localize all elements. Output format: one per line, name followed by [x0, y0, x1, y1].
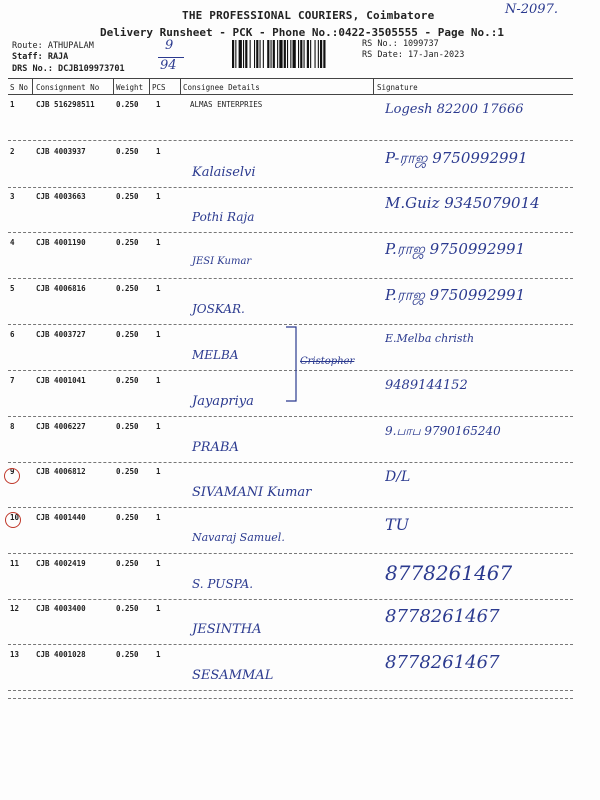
corner-handwritten-note: N-2097.: [505, 2, 558, 17]
row-consignee-handwritten: PRABA: [192, 440, 239, 455]
row-sno: 9: [10, 467, 15, 476]
row-sno: 4: [10, 238, 15, 247]
row-weight: 0.250: [116, 238, 139, 247]
row-pcs: 1: [156, 330, 161, 339]
column-divider: [32, 78, 33, 94]
row-sno: 2: [10, 147, 15, 156]
row-pcs: 1: [156, 513, 161, 522]
row-pcs: 1: [156, 192, 161, 201]
row-weight: 0.250: [116, 284, 139, 293]
staff-label: Staff: RAJA: [12, 52, 69, 62]
row-divider: [8, 278, 573, 279]
rs-date: RS Date: 17-Jan-2023: [362, 50, 465, 60]
row-signature: E.Melba christh: [385, 332, 475, 345]
drs-number: DRS No.: DCJB109973701: [12, 64, 125, 74]
column-header-pcs: PCS: [152, 83, 166, 92]
row-divider: [8, 644, 573, 645]
column-header-weight: Weight: [116, 83, 144, 92]
row-consignee-handwritten: JESINTHA: [192, 622, 262, 637]
row-weight: 0.250: [116, 559, 139, 568]
row-divider: [8, 507, 573, 508]
table-top-rule: [8, 78, 573, 79]
row-consignee-handwritten: JOSKAR.: [192, 302, 245, 316]
row-signature: Logesh 82200 17666: [385, 102, 524, 117]
row-signature: P.ராஜ 9750992991: [385, 240, 526, 258]
row-pcs: 1: [156, 284, 161, 293]
row-consignment-number: CJB 4001028: [36, 650, 86, 659]
row-pcs: 1: [156, 650, 161, 659]
row-pcs: 1: [156, 238, 161, 247]
column-header-sno: S No: [10, 83, 29, 92]
row-10-circle-mark: [5, 512, 21, 528]
row-signature: 8778261467: [385, 561, 513, 585]
row-pcs: 1: [156, 604, 161, 613]
row-consignment-number: CJB 4001041: [36, 376, 86, 385]
row-signature: 9489144152: [385, 378, 468, 393]
row-consignee-handwritten: SESAMMAL: [192, 668, 274, 683]
row-consignment-number: CJB 516298511: [36, 100, 95, 109]
row-sno: 10: [10, 513, 20, 522]
row-consignment-number: CJB 4003663: [36, 192, 86, 201]
row-weight: 0.250: [116, 100, 139, 109]
row-divider: [8, 690, 573, 691]
runsheet-subtitle: Delivery Runsheet - PCK - Phone No.:0422-3505555 - Page No.:1: [100, 26, 504, 39]
row-weight: 0.250: [116, 513, 139, 522]
column-header-consignment: Consignment No: [36, 83, 100, 92]
row-consignee-handwritten: Kalaiselvi: [192, 165, 256, 180]
row-consignment-number: CJB 4001190: [36, 238, 86, 247]
row-consignment-number: CJB 4003727: [36, 330, 86, 339]
row-pcs: 1: [156, 467, 161, 476]
handwritten-count-top: 9: [165, 38, 174, 53]
row-pcs: 1: [156, 422, 161, 431]
row-weight: 0.250: [116, 192, 139, 201]
row-pcs: 1: [156, 559, 161, 568]
row-consignee-handwritten: MELBA: [192, 348, 239, 362]
row-divider: [8, 416, 573, 417]
row-consignment-number: CJB 4002419: [36, 559, 86, 568]
row-pcs: 1: [156, 100, 161, 109]
row-signature: 8778261467: [385, 652, 500, 673]
row-sno: 1: [10, 100, 15, 109]
rs-number: RS No.: 1099737: [362, 39, 439, 49]
row-consignee-printed: ALMAS ENTERPRIES: [190, 100, 263, 109]
row-weight: 0.250: [116, 422, 139, 431]
row-signature: 8778261467: [385, 606, 500, 627]
row-weight: 0.250: [116, 147, 139, 156]
table-header-rule: [8, 94, 573, 95]
row-consignee-handwritten: SIVAMANI Kumar: [192, 485, 312, 500]
row-consignee-handwritten: Pothi Raja: [192, 210, 255, 224]
row-consignment-number: CJB 4006227: [36, 422, 86, 431]
handwritten-count-bottom: 94: [160, 58, 177, 73]
column-divider: [180, 78, 181, 94]
row-consignment-number: CJB 4006812: [36, 467, 86, 476]
row-weight: 0.250: [116, 604, 139, 613]
row-consignee-handwritten: Navaraj Samuel.: [192, 531, 285, 544]
row-consignee-handwritten: S. PUSPA.: [192, 577, 254, 591]
row-weight: 0.250: [116, 650, 139, 659]
row-signature: D/L: [385, 469, 411, 485]
row-sno: 11: [10, 559, 20, 568]
row-sno: 3: [10, 192, 15, 201]
row-signature: P.ராஜ 9750992991: [385, 286, 526, 304]
column-header-consignee: Consignee Details: [183, 83, 260, 92]
row-consignment-number: CJB 4001440: [36, 513, 86, 522]
column-header-signature: Signature: [377, 83, 418, 92]
row-divider: [8, 187, 573, 188]
row-divider: [8, 462, 573, 463]
column-divider: [149, 78, 150, 94]
bracket-note: Cristopher: [300, 356, 355, 367]
row-sno: 5: [10, 284, 15, 293]
row-consignment-number: CJB 4003400: [36, 604, 86, 613]
row-sno: 6: [10, 330, 15, 339]
row-pcs: 1: [156, 376, 161, 385]
column-divider: [113, 78, 114, 94]
row-consignee-handwritten: JESI Kumar: [192, 256, 252, 267]
row-weight: 0.250: [116, 376, 139, 385]
row-pcs: 1: [156, 147, 161, 156]
row-consignee-handwritten: Jayapriya: [192, 394, 254, 409]
route-label: Route: ATHUPALAM: [12, 41, 94, 51]
row-9-circle-mark: [4, 468, 20, 484]
row-divider: [8, 599, 573, 600]
row-sno: 8: [10, 422, 15, 431]
table-bottom-rule: [8, 698, 573, 699]
row-consignment-number: CJB 4003937: [36, 147, 86, 156]
row-signature: P-ராஜ 9750992991: [385, 149, 528, 167]
row-sno: 13: [10, 650, 20, 659]
row-signature: M.Guiz 9345079014: [385, 194, 540, 212]
barcode-image: [232, 40, 354, 68]
row-divider: [8, 553, 573, 554]
company-title: THE PROFESSIONAL COURIERS, Coimbatore: [182, 9, 435, 22]
row-sno: 7: [10, 376, 15, 385]
row-signature: 9.பாப 9790165240: [385, 424, 501, 438]
row-weight: 0.250: [116, 467, 139, 476]
column-divider: [373, 78, 374, 94]
row-weight: 0.250: [116, 330, 139, 339]
row-signature: TU: [385, 515, 410, 534]
row-divider: [8, 232, 573, 233]
row-consignment-number: CJB 4006816: [36, 284, 86, 293]
row-sno: 12: [10, 604, 20, 613]
row-divider: [8, 140, 573, 141]
